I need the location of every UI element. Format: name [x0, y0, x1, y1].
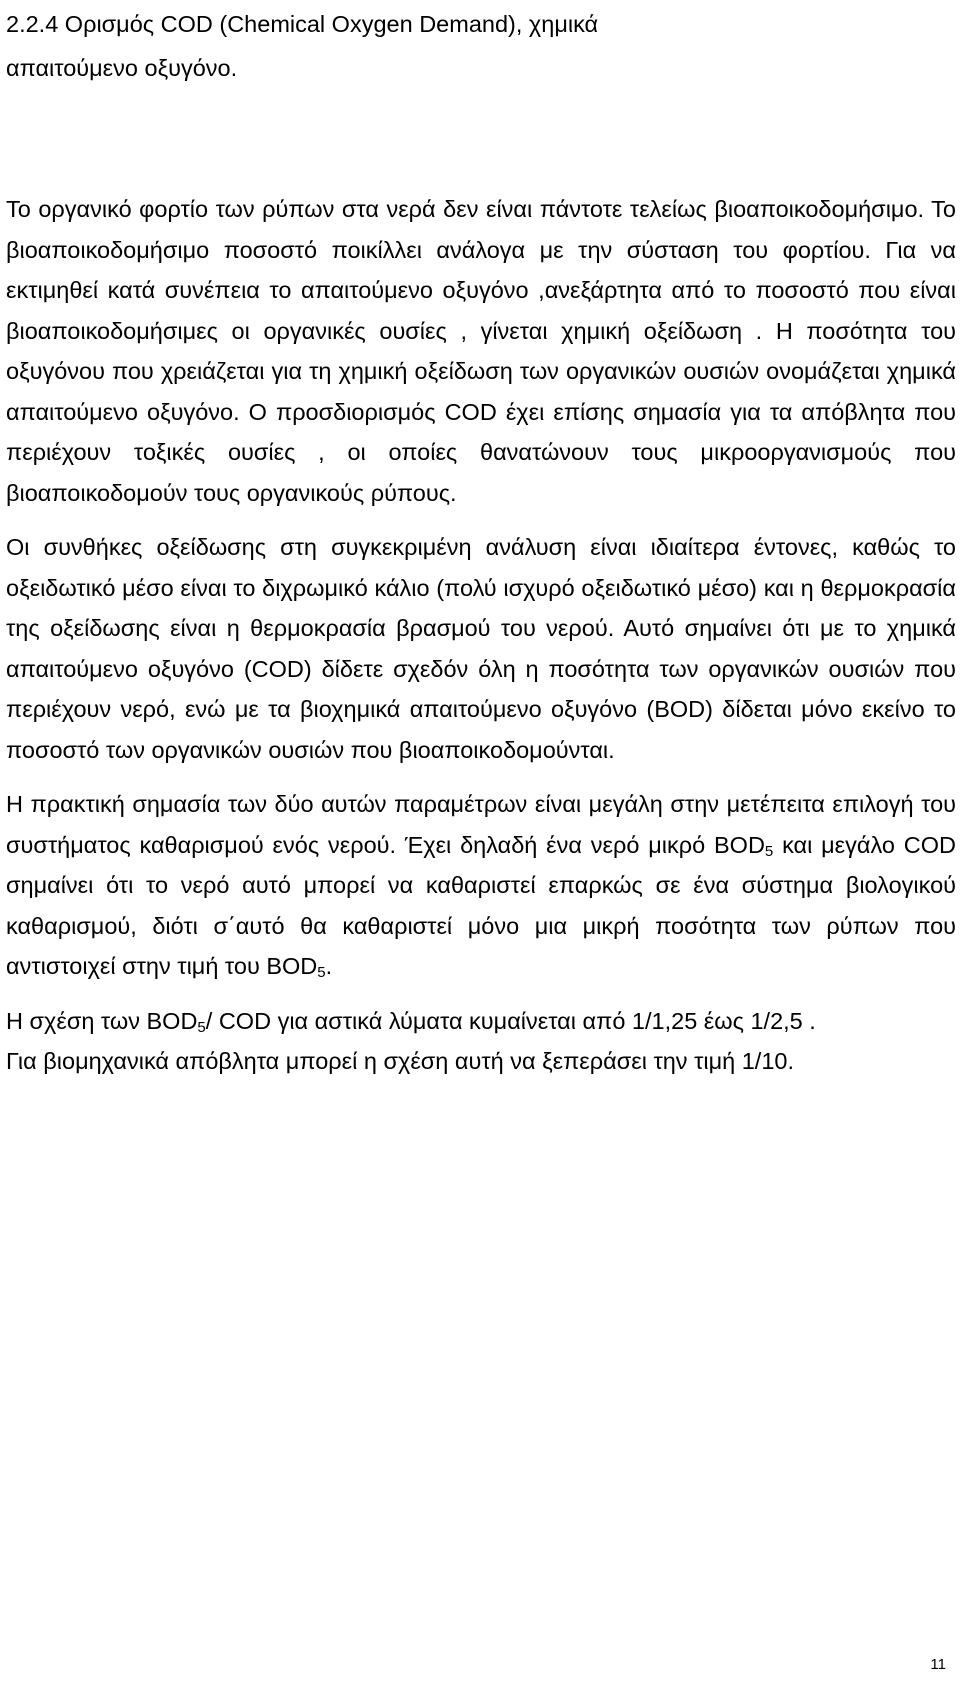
paragraph-practical-significance — [6, 784, 956, 987]
p4-subscript-1: 5 — [197, 1018, 206, 1036]
p3-subscript-1: 5 — [764, 842, 774, 860]
heading-line-2: απαιτούμενο οξυγόνο. — [6, 55, 238, 81]
paragraph-organic-load: Το οργανικό φορτίο των ρύπων στα νερά δεν είναι πάντοτε τελείως βιοαποικοδομήσιμο. Το βιοαποικοδομήσιμο ποσοστό ποικίλλει ανάλογα με την σύσταση του φορτίου. Για να εκτιμηθεί κατά συνέπεια το απαιτούμενο οξυγόνο ,ανεξάρτητα από το ποσοστό που είναι βιοαποικοδομήσιμες οι οργανικές ουσίες , γίνεται χημική οξείδωση . Η ποσότητα του οξυγόνου που χρειάζεται για τη χημική οξείδωση των οργανικών ουσιών ονομάζεται χημικά απαιτούμενο οξυγόνο. Ο προσδιορισμός COD έχει επίσης σημασία για τα απόβλητα που περιέχουν τοξικές ουσίες , οι οποίες θανατώνουν τους μικροοργανισμούς που βιοαποικοδομούν τους οργανικούς ρύπους. — [6, 196, 956, 506]
p3-text-1: Η πρακτική σημασία των δύο αυτών παραμέτρων είναι μεγάλη στην μετέπειτα επιλογή του συστήματος καθαρισμού ενός νερού. Έχει δηλαδή ένα νερό μικρό BOD — [6, 791, 956, 858]
paragraph-bod-cod-ratio — [6, 1001, 956, 1042]
p3-subscript-2: 5 — [317, 964, 326, 981]
document-page — [6, 0, 956, 1082]
paragraph-oxidation-conditions: Οι συνθήκες οξείδωσης στη συγκεκριμένη ανάλυση είναι ιδιαίτερα έντονες, καθώς το οξειδωτικό μέσο είναι το διχρωμικό κάλιο (πολύ ισχυρό οξειδωτικό μέσο) και η θερμοκρασία της οξείδωσης είναι η θερμοκρασία βρασμού του νερού. Αυτό σημαίνει ότι με το χημικά απαιτούμενο οξυγόνο (COD) δίδετε σχεδόν όλη η ποσότητα των οργανικών ουσιών που περιέχουν νερό, ενώ με τα βιοχημικά απαιτούμενο οξυγόνο (BOD) δίδεται μόνο εκείνο το ποσοστό των οργανικών ουσιών που βιοαποικοδομούνται. — [6, 534, 956, 763]
p4-text-2: / COD για αστικά λύματα κυμαίνεται από 1/1,25 έως 1/2,5 . — [205, 1007, 816, 1034]
p3-text-2: και μεγάλο COD σημαίνει ότι το νερό αυτό μπορεί να καθαριστεί επαρκώς σε ένα σύστημα βιολογικού καθαρισμού, διότι σ΄αυτό θα καθαριστεί μόνο μια μικρή ποσότητα των ρύπων που αντιστοιχεί στην τιμή του BOD — [6, 831, 956, 979]
page-number: 11 — [930, 1656, 946, 1673]
paragraph-industrial-waste: Για βιομηχανικά απόβλητα μπορεί η σχέση αυτή να ξεπεράσει την τιμή 1/10. — [6, 1048, 794, 1074]
section-heading — [6, 0, 956, 90]
p4-text-1: Η σχέση των BOD — [6, 1007, 198, 1034]
p3-text-3: . — [325, 953, 333, 979]
heading-line-1: 2.2.4 Ορισμός COD (Chemical Oxygen Demand), χημικά — [6, 11, 599, 37]
